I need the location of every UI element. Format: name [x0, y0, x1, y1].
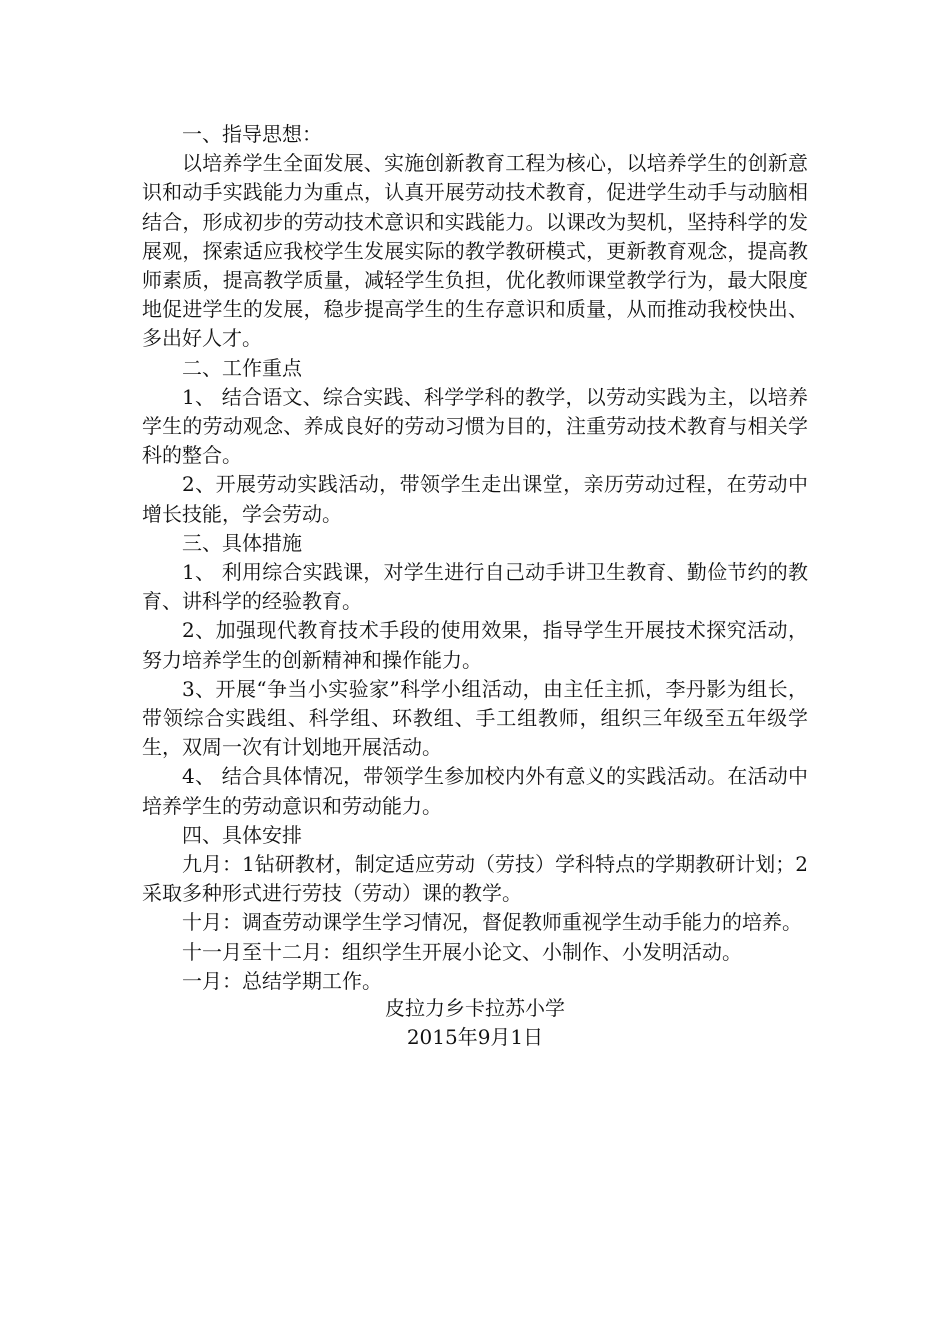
paragraph-schedule-october: 十月：调查劳动课学生学习情况，督促教师重视学生动手能力的培养。 [182, 910, 802, 935]
signature-school: 皮拉力乡卡拉苏小学 [385, 996, 565, 1020]
paragraph-measure-4: 4、 结合具体情况，带领学生参加校内外有意义的实践活动。在活动中培养学生的劳动意识和劳动能力。 [142, 764, 808, 818]
paragraph-measure-2: 2、加强现代教育技术手段的使用效果，指导学生开展技术探究活动，努力培养学生的创新精神和操作能力。 [142, 618, 808, 672]
heading-work-focus: 二、工作重点 [182, 355, 302, 380]
paragraph-focus-2: 2、开展劳动实践活动，带领学生走出课堂，亲历劳动过程，在劳动中增长技能，学会劳动。 [142, 472, 808, 526]
signature-block [142, 994, 808, 1052]
paragraph-schedule-september: 九月：1钻研教材，制定适应劳动（劳技）学科特点的学期教研计划；2采取多种形式进行劳技（劳动）课的教学。 [142, 852, 808, 906]
heading-schedule: 四、具体安排 [182, 822, 302, 847]
paragraph-schedule-january: 一月：总结学期工作。 [182, 968, 382, 993]
paragraph-measure-1: 1、 利用综合实践课，对学生进行自己动手讲卫生教育、勤俭节约的教育、讲科学的经验教育。 [142, 560, 808, 614]
paragraph-guiding-thought: 以培养学生全面发展、实施创新教育工程为核心，以培养学生的创新意识和动手实践能力为重点，认真开展劳动技术教育，促进学生动手与动脑相结合，形成初步的劳动技术意识和实践能力。以课改为契机，坚持科学的发展观，探索适应我校学生发展实际的教学教研模式，更新教育观念，提高教师素质，提高教学质量，减轻学生负担，优化教师课堂教学行为，最大限度地促进学生的发展，稳步提高学生的生存意识和质量，从而推动我校快出、多出好人才。 [142, 151, 808, 351]
document-body [142, 120, 808, 996]
paragraph-focus-1: 1、 结合语文、综合实践、科学学科的教学，以劳动实践为主，以培养学生的劳动观念、养成良好的劳动习惯为目的，注重劳动技术教育与相关学科的整合。 [142, 384, 808, 468]
paragraph-measure-3: 3、开展“争当小实验家”科学小组活动，由主任主抓，李丹影为组长，带领综合实践组、科学组、环教组、手工组教师，组织三年级至五年级学生，双周一次有计划地开展活动。 [142, 676, 808, 760]
signature-date: 2015年9月1日 [406, 1025, 544, 1049]
heading-guiding-thought: 一、指导思想： [182, 122, 322, 146]
paragraph-schedule-nov-dec: 十一月至十二月：组织学生开展小论文、小制作、小发明活动。 [182, 939, 742, 964]
heading-measures: 三、具体措施 [182, 530, 302, 555]
